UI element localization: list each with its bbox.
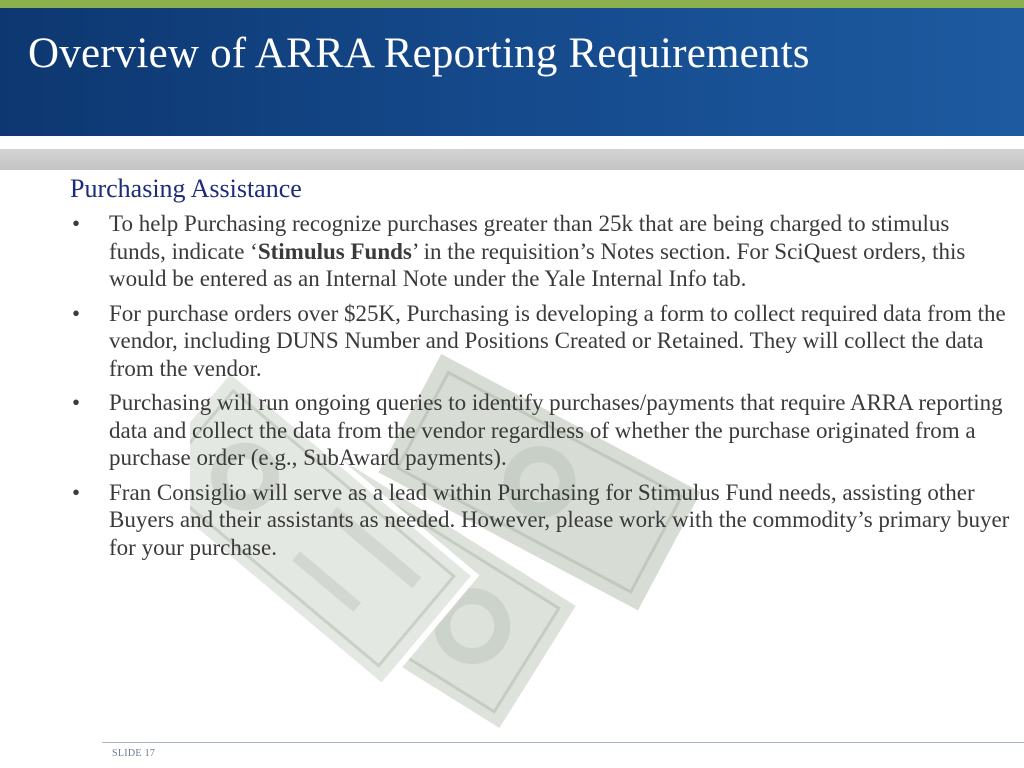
slide-title: Overview of ARRA Reporting Requirements	[28, 30, 810, 77]
bullet-dot: •	[72, 211, 81, 236]
footer-rule	[102, 742, 1024, 743]
slide-number: SLIDE 17	[112, 748, 156, 759]
bullet-item	[70, 300, 1010, 383]
top-accent-strip	[0, 0, 1024, 8]
bullet-text: For purchase orders over $25K, Purchasing is developing a form to collect required data from the vendor, including DUNS Number and Positions Created or Retained. They will collect the data from the vendor.	[109, 300, 1006, 381]
bullet-dot: •	[72, 479, 81, 505]
bullet-dot: •	[72, 300, 81, 326]
header-divider-band	[0, 149, 1024, 170]
section-heading: Purchasing Assistance	[70, 174, 302, 203]
bullet-text: To help Purchasing recognize purchases greater than 25k that are being charged to stimulus funds, indicate ‘Stimulus Funds’ in the requisition’s Notes section. For SciQuest orders, this would be entered as an Internal Note under the Yale Internal Info tab.	[109, 211, 966, 291]
bullet-item	[70, 210, 1010, 293]
bullet-text: Fran Consiglio will serve as a lead within Purchasing for Stimulus Fund needs, assisting other Buyers and their assistants as needed. However, please work with the commodity’s primary buyer for your purchase.	[109, 479, 1010, 560]
bullet-text: Purchasing will run ongoing queries to identify purchases/payments that require ARRA reporting data and collect the data from the vendor regardless of whether the purchase originated from a purchase order (e.g., SubAward payments).	[109, 390, 1003, 470]
bullet-item	[70, 389, 1010, 472]
slide-body	[70, 174, 1010, 568]
bullet-item	[70, 479, 1010, 562]
title-header	[0, 8, 1024, 136]
bullet-list	[70, 210, 1010, 561]
bold-phrase: Stimulus Funds	[257, 238, 412, 264]
bullet-dot: •	[72, 390, 81, 415]
